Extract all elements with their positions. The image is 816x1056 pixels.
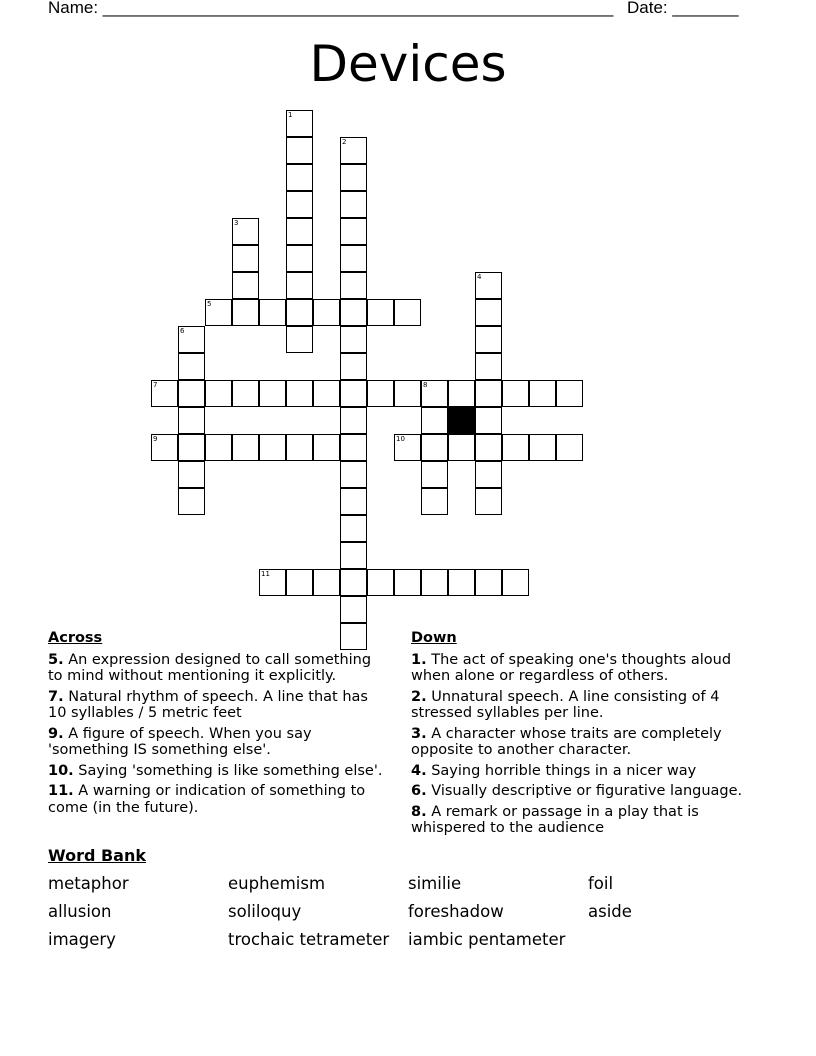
grid-cell[interactable] — [340, 596, 367, 623]
grid-cell[interactable] — [340, 191, 367, 218]
clue-number: 4. — [411, 762, 427, 779]
grid-cell[interactable] — [421, 569, 448, 596]
word-bank-item: imagery — [48, 930, 116, 949]
grid-cell[interactable] — [313, 569, 340, 596]
clue-text: Visually descriptive or figurative language. — [431, 783, 743, 799]
grid-cell[interactable] — [448, 380, 475, 407]
cell-number: 8 — [423, 381, 428, 389]
clue-number: 11. — [48, 783, 74, 799]
grid-cell[interactable] — [475, 326, 502, 353]
grid-cell[interactable] — [313, 299, 340, 326]
grid-cell[interactable] — [367, 380, 394, 407]
cell-number: 5 — [207, 300, 212, 308]
grid-cell[interactable] — [556, 434, 583, 461]
grid-cell[interactable] — [286, 218, 313, 245]
down-heading: Down — [411, 630, 457, 646]
grid-cell[interactable] — [394, 434, 421, 461]
grid-cell[interactable] — [421, 407, 448, 434]
cell-number: 11 — [261, 570, 270, 578]
grid-cell[interactable] — [475, 407, 502, 434]
clue-down-4 — [411, 763, 761, 780]
grid-cell[interactable] — [286, 272, 313, 299]
clue-text: Natural rhythm of speech. A line that has 10 syllables / 5 metric feet — [48, 688, 368, 721]
cell-number: 4 — [477, 273, 482, 281]
cell-number: 9 — [153, 435, 158, 443]
grid-cell[interactable] — [421, 461, 448, 488]
clue-text: Saying horrible things in a nicer way — [431, 762, 697, 779]
cell-number: 2 — [342, 138, 347, 146]
clue-text: The act of speaking one's thoughts aloud when alone or regardless of others. — [411, 651, 732, 684]
clue-number: 7. — [48, 688, 64, 705]
grid-cell[interactable] — [448, 569, 475, 596]
grid-cell[interactable] — [232, 434, 259, 461]
word-bank-item: euphemism — [228, 874, 326, 893]
grid-cell[interactable] — [178, 407, 205, 434]
grid-cell[interactable] — [475, 272, 502, 299]
grid-cell[interactable] — [340, 326, 367, 353]
grid-cell[interactable] — [259, 434, 286, 461]
clue-down-1 — [411, 652, 761, 685]
grid-cell[interactable] — [178, 353, 205, 380]
grid-cell[interactable] — [502, 434, 529, 461]
grid-cell[interactable] — [232, 272, 259, 299]
word-bank-item: metaphor — [48, 874, 129, 893]
clue-down-3 — [411, 726, 761, 759]
grid-cell[interactable] — [178, 380, 205, 407]
grid-cell[interactable] — [205, 434, 232, 461]
grid-cell[interactable] — [178, 326, 205, 353]
grid-cell[interactable] — [475, 569, 502, 596]
grid-cell[interactable] — [421, 434, 448, 461]
clue-text: A character whose traits are completely opposite to another character. — [411, 725, 722, 758]
grid-cell[interactable] — [286, 137, 313, 164]
grid-cell[interactable] — [340, 515, 367, 542]
clue-number: 9. — [48, 725, 64, 742]
clue-text: A remark or passage in a play that is whispered to the audience — [411, 803, 699, 836]
clue-across-10 — [48, 763, 388, 780]
clue-number: 8. — [411, 803, 427, 820]
grid-cell[interactable] — [232, 380, 259, 407]
grid-cell[interactable] — [502, 380, 529, 407]
grid-cell[interactable] — [475, 380, 502, 407]
grid-cell[interactable] — [259, 299, 286, 326]
grid-cell[interactable] — [340, 245, 367, 272]
grid-cell[interactable] — [421, 488, 448, 515]
grid-cell[interactable] — [394, 380, 421, 407]
clue-down-2 — [411, 689, 761, 722]
grid-cell[interactable] — [529, 434, 556, 461]
grid-cell[interactable] — [340, 137, 367, 164]
grid-cell[interactable] — [178, 488, 205, 515]
grid-cell[interactable] — [286, 164, 313, 191]
grid-cell[interactable] — [475, 461, 502, 488]
grid-cell[interactable] — [259, 380, 286, 407]
black-cell — [448, 407, 475, 434]
across-clues — [48, 630, 388, 820]
clue-across-9 — [48, 726, 388, 759]
grid-cell[interactable] — [178, 434, 205, 461]
grid-cell[interactable] — [205, 299, 232, 326]
clue-down-6 — [411, 783, 761, 800]
grid-cell[interactable] — [286, 110, 313, 137]
cell-number: 3 — [234, 219, 239, 227]
grid-cell[interactable] — [421, 380, 448, 407]
clue-number: 6. — [411, 783, 427, 799]
word-bank-item: iambic pentameter — [408, 930, 566, 949]
grid-cell[interactable] — [286, 569, 313, 596]
grid-cell[interactable] — [340, 353, 367, 380]
clue-across-11 — [48, 783, 388, 816]
clue-down-8 — [411, 804, 761, 837]
grid-cell[interactable] — [340, 434, 367, 461]
clue-number: 10. — [48, 762, 74, 779]
word-bank-item: similie — [408, 874, 462, 893]
grid-cell[interactable] — [340, 380, 367, 407]
grid-cell[interactable] — [151, 434, 178, 461]
grid-cell[interactable] — [232, 245, 259, 272]
clue-text: An expression designed to call something to mind without mentioning it explicitly. — [48, 651, 372, 684]
grid-cell[interactable] — [394, 569, 421, 596]
clue-text: Saying 'something is like something else'. — [78, 762, 383, 779]
grid-cell[interactable] — [556, 380, 583, 407]
grid-cell[interactable] — [259, 569, 286, 596]
grid-cell[interactable] — [340, 461, 367, 488]
clue-number: 2. — [411, 688, 427, 705]
grid-cell[interactable] — [448, 434, 475, 461]
grid-cell[interactable] — [340, 299, 367, 326]
grid-cell[interactable] — [151, 380, 178, 407]
cell-number: 6 — [180, 327, 185, 335]
name-field[interactable]: Name: ______________________________________________________ — [48, 0, 614, 17]
grid-cell[interactable] — [529, 380, 556, 407]
grid-cell[interactable] — [475, 434, 502, 461]
clue-number: 1. — [411, 651, 427, 668]
grid-cell[interactable] — [475, 353, 502, 380]
grid-cell[interactable] — [367, 299, 394, 326]
down-clues — [411, 630, 761, 841]
clue-text: A warning or indication of something to come (in the future). — [48, 783, 366, 816]
grid-cell[interactable] — [340, 542, 367, 569]
grid-cell[interactable] — [232, 299, 259, 326]
clue-across-7 — [48, 689, 388, 722]
grid-cell[interactable] — [286, 299, 313, 326]
across-heading: Across — [48, 630, 103, 646]
grid-cell[interactable] — [340, 407, 367, 434]
clue-number: 3. — [411, 725, 427, 742]
grid-cell[interactable] — [475, 299, 502, 326]
cell-number: 1 — [288, 111, 293, 119]
grid-cell[interactable] — [313, 380, 340, 407]
clue-text: A figure of speech. When you say 'something IS something else'. — [48, 725, 312, 758]
grid-cell[interactable] — [340, 569, 367, 596]
word-bank-item: aside — [588, 902, 632, 921]
page-title: Devices — [309, 35, 507, 93]
word-bank-item: foil — [588, 874, 614, 893]
grid-cell[interactable] — [286, 326, 313, 353]
clue-text: Unnatural speech. A line consisting of 4 stressed syllables per line. — [411, 688, 720, 721]
grid-cell[interactable] — [394, 299, 421, 326]
clue-across-5 — [48, 652, 388, 685]
date-field[interactable]: Date: _______ — [627, 0, 739, 17]
cell-number: 7 — [153, 381, 158, 389]
grid-cell[interactable] — [286, 380, 313, 407]
grid-cell[interactable] — [286, 434, 313, 461]
grid-cell[interactable] — [286, 191, 313, 218]
grid-cell[interactable] — [205, 380, 232, 407]
word-bank-item: allusion — [48, 902, 112, 921]
grid-cell[interactable] — [286, 245, 313, 272]
grid-cell[interactable] — [475, 488, 502, 515]
word-bank-item: foreshadow — [408, 902, 504, 921]
grid-cell[interactable] — [367, 569, 394, 596]
clue-number: 5. — [48, 651, 64, 668]
word-bank-item: trochaic tetrameter — [228, 930, 390, 949]
cell-number: 10 — [396, 435, 405, 443]
grid-cell[interactable] — [502, 569, 529, 596]
word-bank-title: Word Bank — [48, 846, 147, 865]
grid-cell[interactable] — [313, 434, 340, 461]
grid-cell[interactable] — [232, 218, 259, 245]
grid-cell[interactable] — [340, 164, 367, 191]
grid-cell[interactable] — [340, 218, 367, 245]
word-bank-item: soliloquy — [228, 902, 302, 921]
grid-cell[interactable] — [178, 461, 205, 488]
grid-cell[interactable] — [340, 272, 367, 299]
grid-cell[interactable] — [340, 488, 367, 515]
